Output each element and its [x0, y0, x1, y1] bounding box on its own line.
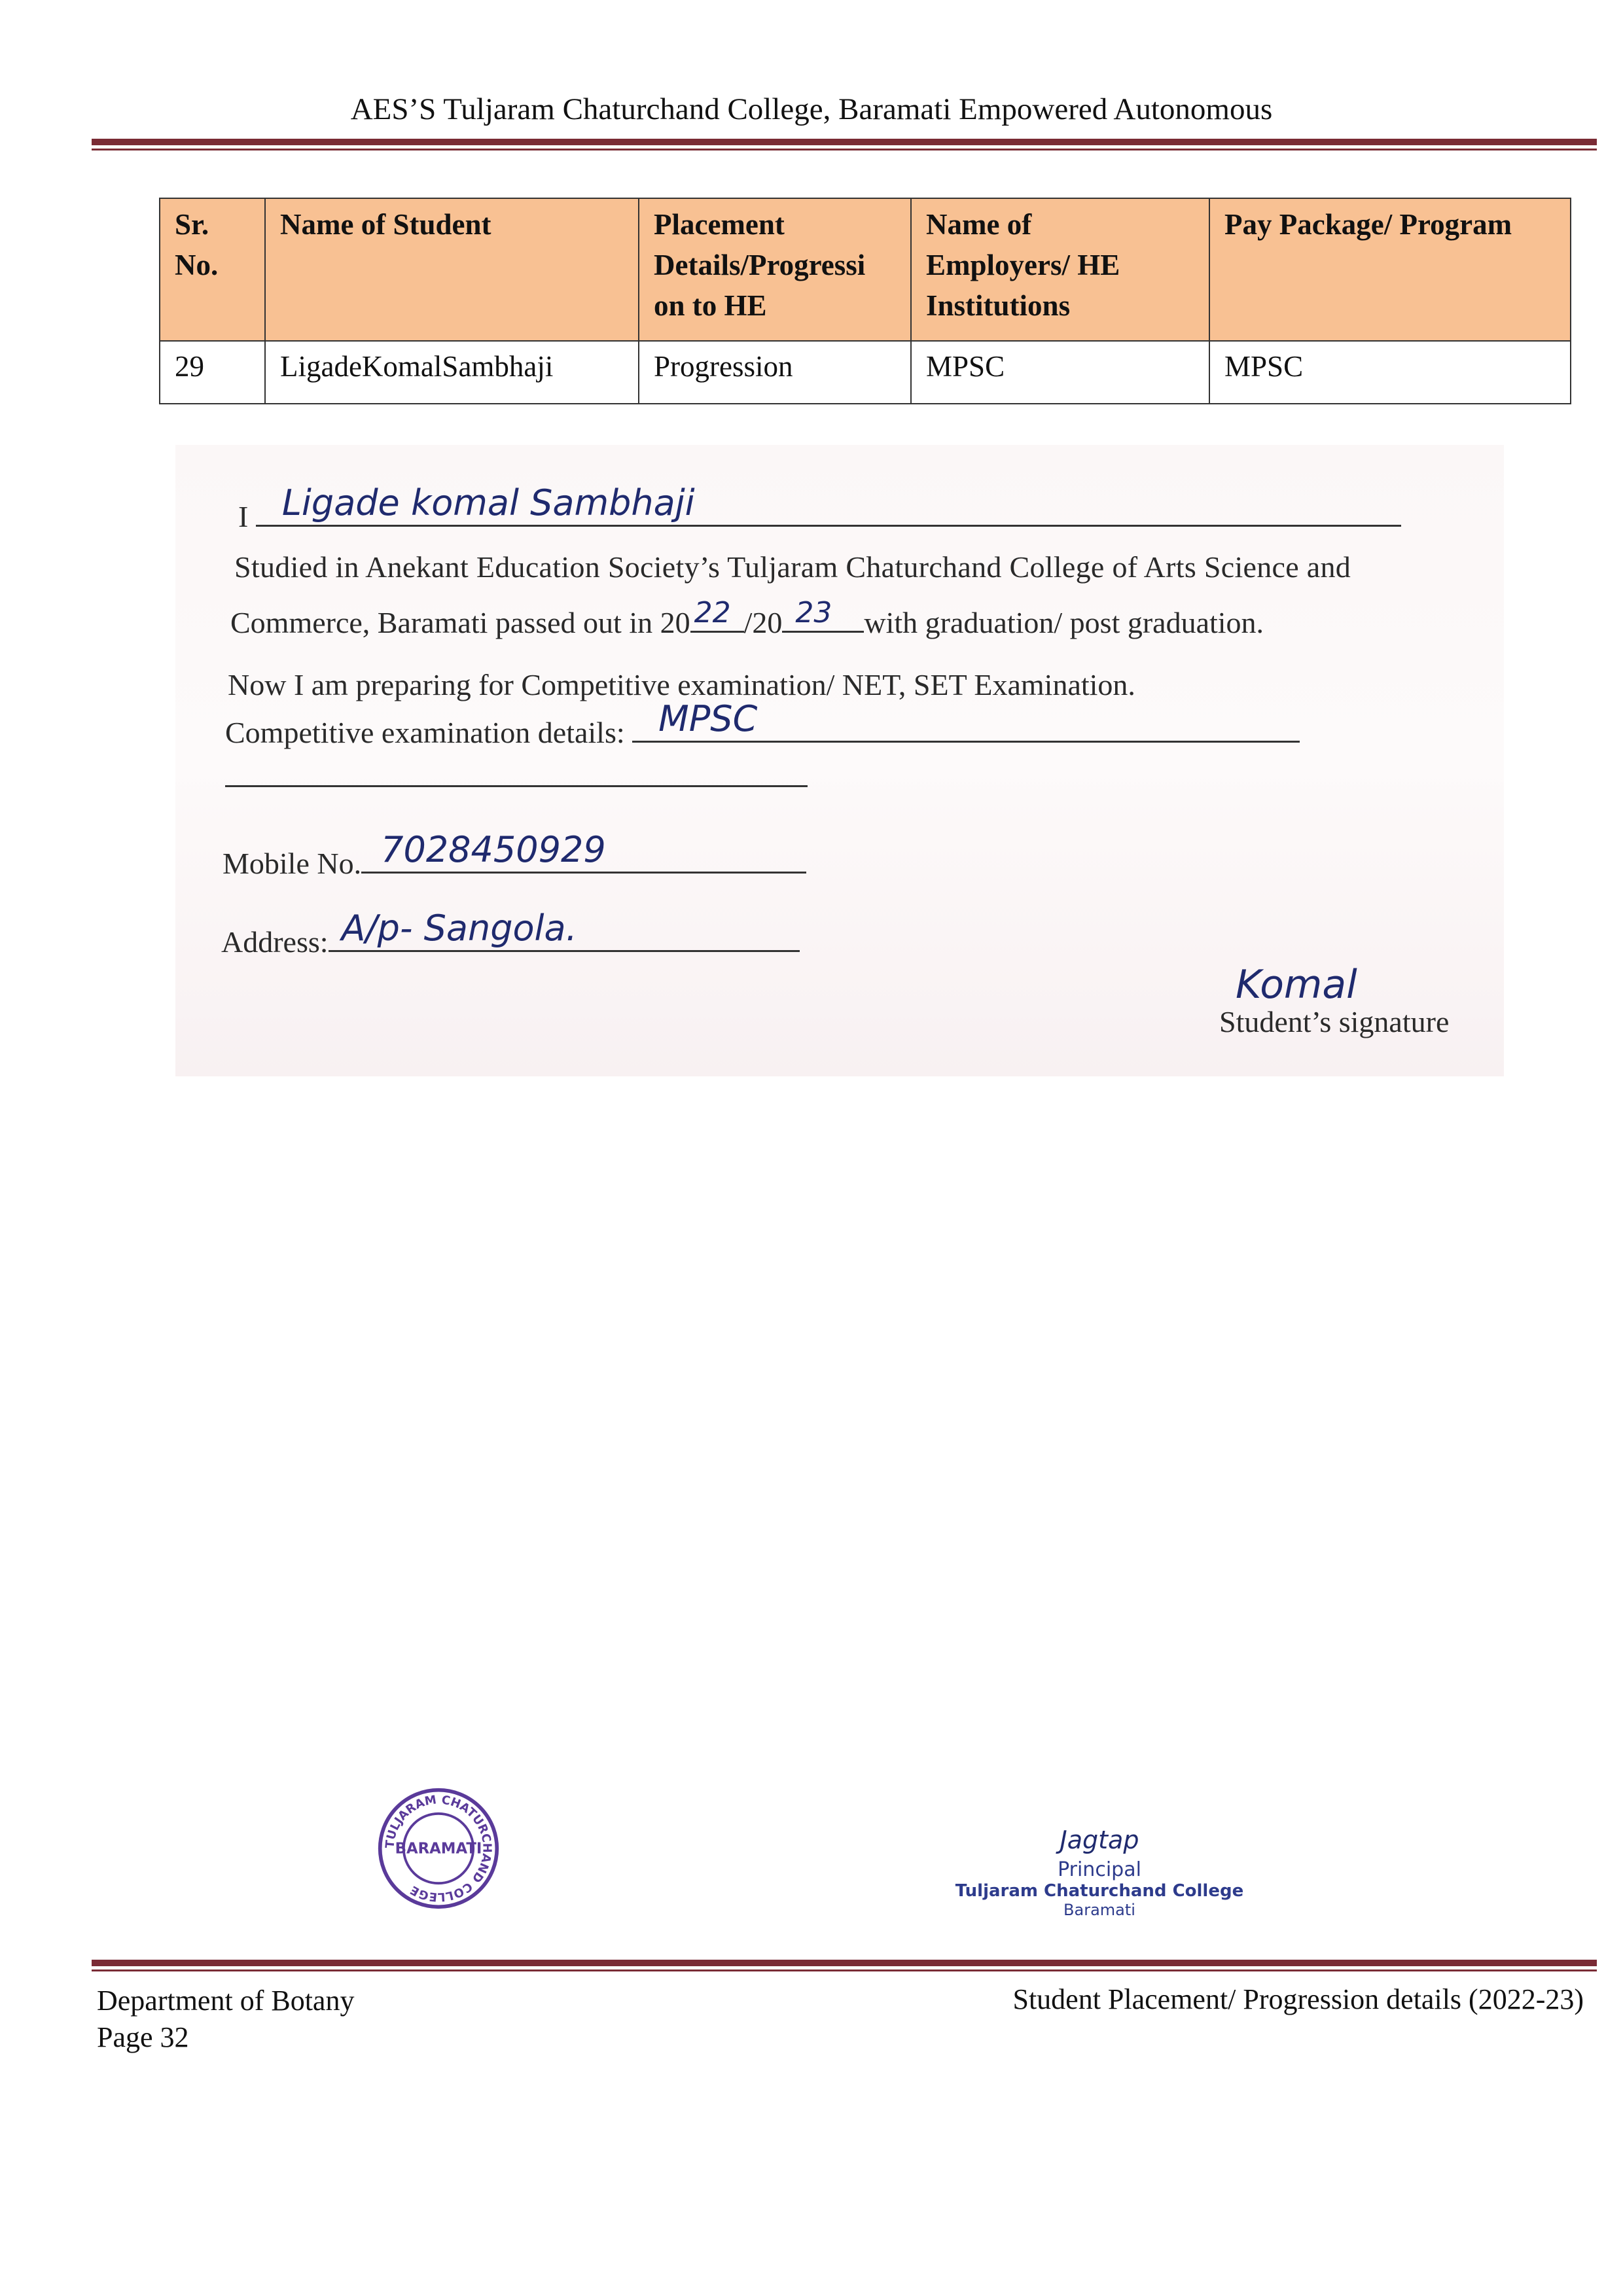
placement-table [159, 198, 1571, 404]
footer-page-number: Page 32 [97, 2021, 189, 2053]
preparing-line: Now I am preparing for Competitive examination/ NET, SET Examination. [228, 668, 1135, 701]
signature-label: Student’s signature [1219, 1005, 1450, 1038]
principal-college: Tuljaram Chaturchand College [955, 1881, 1244, 1901]
scanned-declaration-form [175, 445, 1504, 1076]
principal-title: Principal [1058, 1858, 1141, 1881]
year-to-handwriting: 23 [795, 596, 832, 629]
address-handwriting: A/p- Sangola. [341, 908, 577, 949]
footer-department: Department of Botany [97, 1985, 355, 2017]
principal-block [942, 1826, 1257, 1919]
blank-line [225, 785, 808, 787]
student-signature-handwriting: Komal [1236, 962, 1357, 1008]
seal-ring-text: TULJARAM CHATURCHAND COLLEGE [383, 1793, 494, 1904]
college-seal-icon [376, 1786, 501, 1911]
studied-line: Studied in Anekant Education Society’s Tuljaram Chaturchand College of Arts Science and [234, 550, 1351, 584]
exam-line: Competitive examination details: MPSC [225, 707, 1300, 750]
address-line: Address: A/p- Sangola. [221, 916, 800, 959]
col-student-name: Name of Student [265, 198, 639, 341]
table-row [160, 341, 1571, 404]
principal-signature-handwriting: Jagtap [1060, 1826, 1139, 1854]
header-rule [92, 139, 1597, 150]
cell-sr: 29 [160, 341, 265, 404]
mobile-line: Mobile No. 7028450929 [223, 838, 806, 881]
principal-city: Baramati [1063, 1901, 1135, 1919]
col-sr-no: Sr. No. [160, 198, 265, 341]
footer-left [97, 1983, 354, 2056]
cell-package: MPSC [1209, 341, 1571, 404]
seal-center-text: BARAMATI [395, 1840, 482, 1858]
cell-placement: Progression [639, 341, 911, 404]
header-title: AES’S Tuljaram Chaturchand College, Baramati Empowered Autonomous [350, 92, 1273, 126]
student-name-handwriting: Ligade komal Sambhaji [281, 482, 695, 523]
footer-right: Student Placement/ Progression details (2022-23) [1012, 1983, 1584, 2015]
name-line: I Ligade komal Sambhaji [238, 491, 1401, 534]
mobile-handwriting: 7028450929 [381, 829, 606, 870]
exam-handwriting: MPSC [658, 698, 758, 739]
cell-employer: MPSC [911, 341, 1209, 404]
table-header-row [160, 198, 1571, 341]
footer-rule [92, 1960, 1597, 1971]
col-placement-details: Placement Details/Progressi on to HE [639, 198, 911, 341]
col-employers: Name of Employers/ HE Institutions [911, 198, 1209, 341]
col-pay-package: Pay Package/ Program [1209, 198, 1571, 341]
year-from-handwriting: 22 [694, 596, 731, 629]
commerce-line: Commerce, Baramati passed out in 20 22 /20 23 with graduation/ post graduation. [230, 596, 1264, 639]
cell-name: LigadeKomalSambhaji [265, 341, 639, 404]
